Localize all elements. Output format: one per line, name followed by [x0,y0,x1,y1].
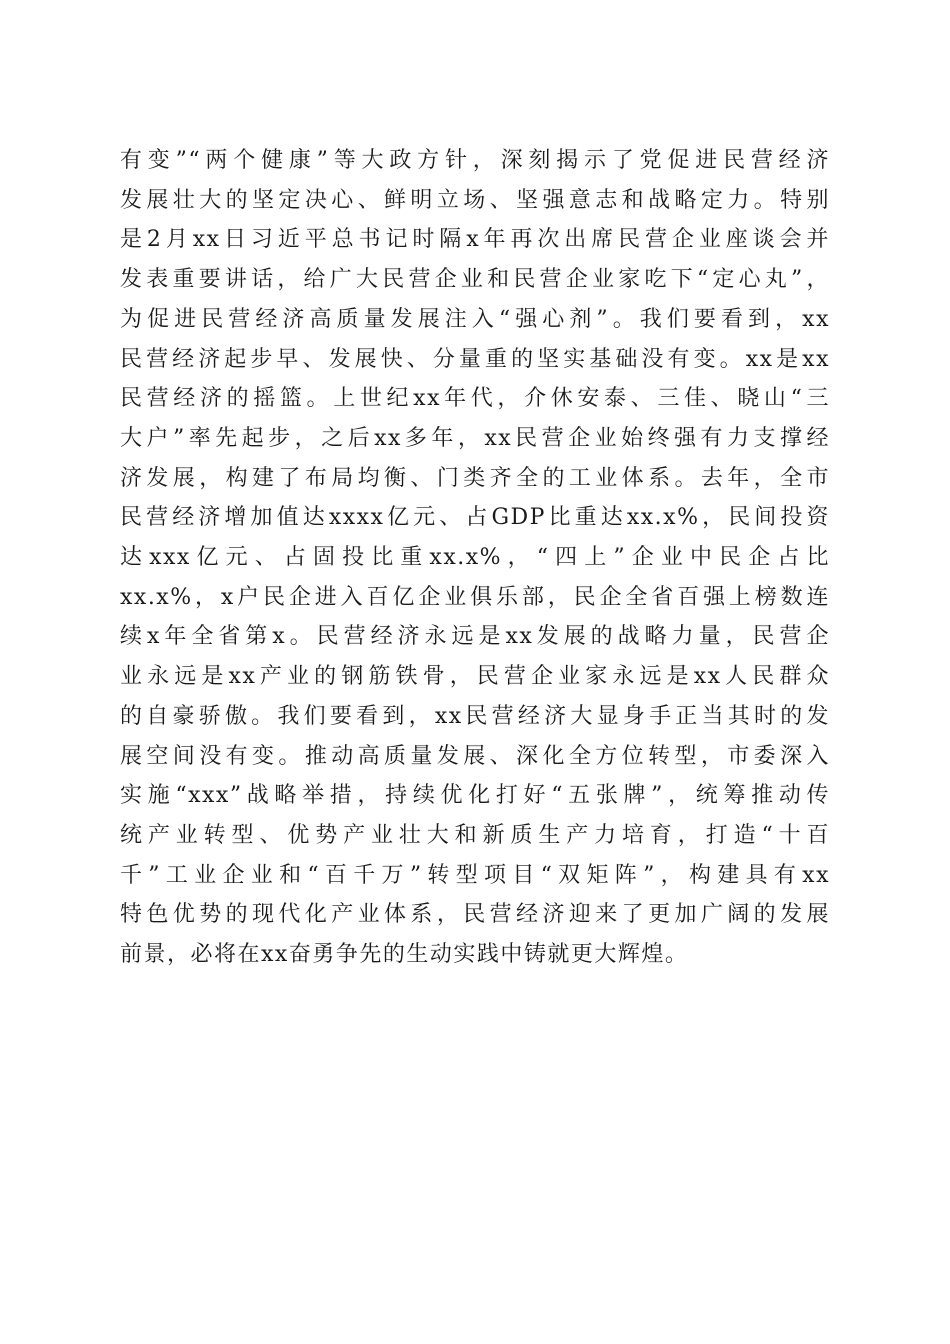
text-line: 发展壮大的坚定决心、鲜明立场、坚强意志和战略定力。特别 [120,187,830,213]
text-line: 民营经济增加值达xxxx亿元、占GDP比重达xx.x%，民间投资 [120,505,830,531]
text-line: 特色优势的现代化产业体系，民营经济迎来了更加广阔的发展 [120,902,830,928]
text-line: 为促进民营经济高质量发展注入“强心剂”。我们要看到，xx [120,306,830,332]
text-line: 业永远是xx产业的钢筋铁骨，民营企业家永远是xx人民群众 [120,664,830,690]
text-line: 是2月xx日习近平总书记时隔x年再次出席民营企业座谈会并 [120,227,830,253]
text-line: 实施“xxx”战略举措，持续优化打好“五张牌”，统筹推动传 [120,783,830,809]
text-line: 续x年全省第x。民营经济永远是xx发展的战略力量，民营企 [120,624,830,650]
text-line: 统产业转型、优势产业壮大和新质生产力培育，打造“十百 [120,822,830,848]
text-line: 民营经济起步早、发展快、分量重的坚实基础没有变。xx是xx [120,346,830,372]
text-line: 的自豪骄傲。我们要看到，xx民营经济大显身手正当其时的发 [120,703,830,729]
text-line: 有变”“两个健康”等大政方针，深刻揭示了党促进民营经济 [120,148,830,173]
body-paragraph [120,141,830,975]
text-line: 大户”率先起步，之后xx多年，xx民营企业始终强有力支撑经 [120,425,830,451]
text-line: 发表重要讲话，给广大民营企业和民营企业家吃下“定心丸”， [120,267,830,293]
text-line: 千”工业企业和“百千万”转型项目“双矩阵”，构建具有xx [120,862,830,888]
text-line: 前景，必将在xx奋勇争先的生动实践中铸就更大辉煌。 [120,942,689,968]
text-line: 达xxx亿元、占固投比重xx.x%，“四上”企业中民企占比 [120,545,830,571]
text-line: 展空间没有变。推动高质量发展、深化全方位转型，市委深入 [120,743,830,769]
text-line: 济发展，构建了布局均衡、门类齐全的工业体系。去年，全市 [120,465,830,491]
text-line: xx.x%，x户民企进入百亿企业俱乐部，民企全省百强上榜数连 [120,584,830,610]
text-line: 民营经济的摇篮。上世纪xx年代，介休安泰、三佳、晓山“三 [120,386,830,412]
